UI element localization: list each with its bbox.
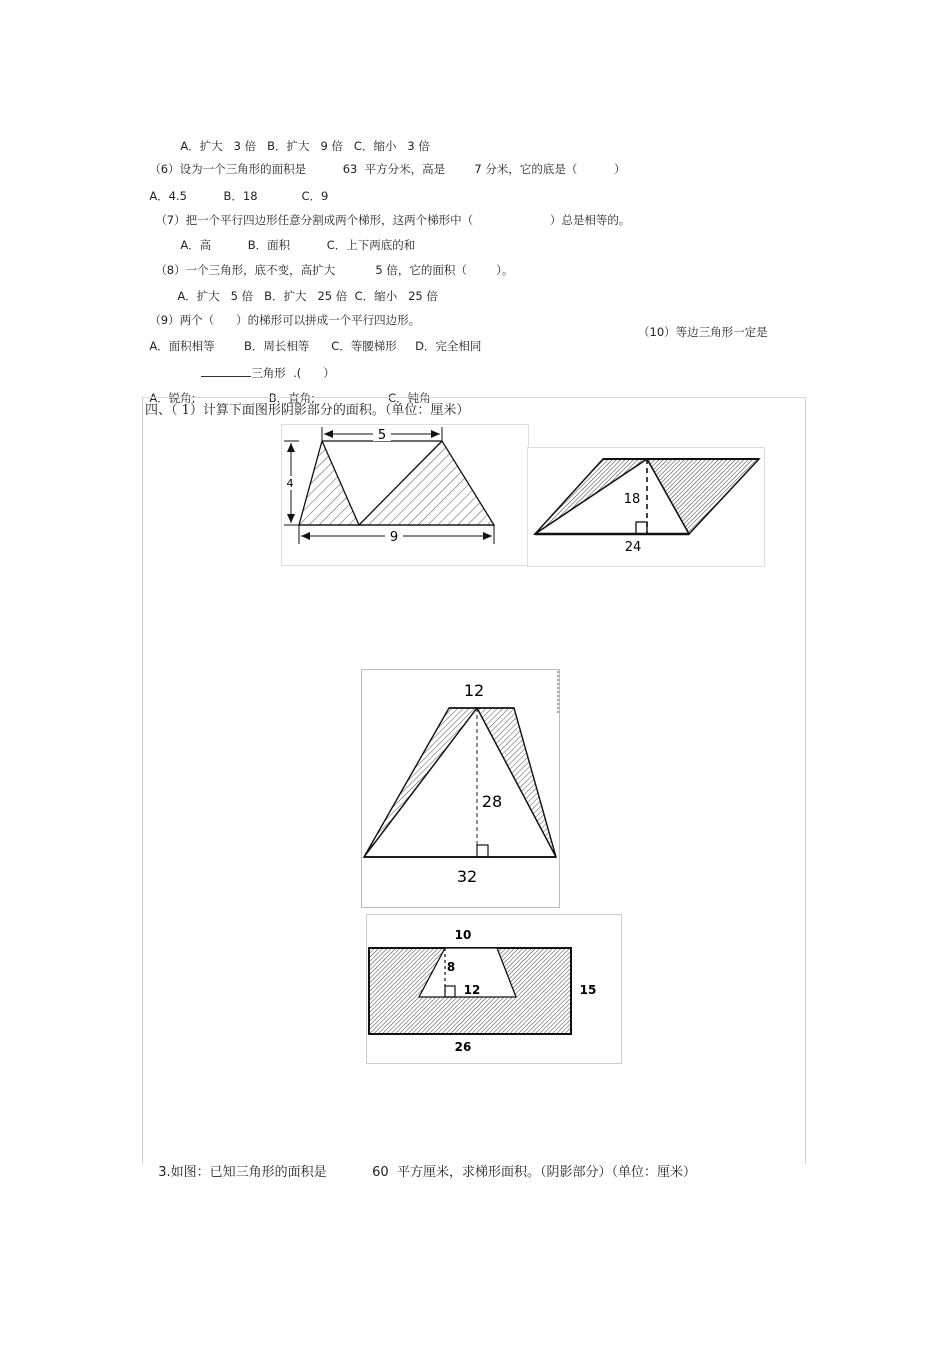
q8-factor: 5 bbox=[375, 263, 383, 277]
q6-option-a: A．4.5 bbox=[149, 189, 187, 203]
figure-1 bbox=[281, 424, 529, 566]
q6-text2: 平方分米，高是 bbox=[364, 162, 446, 176]
q8-option-a: A．扩大 bbox=[177, 289, 220, 303]
q7-option-a: A．高 bbox=[180, 238, 212, 252]
section4-title: 四、（ 1）计算下面图形阴影部分的面积。（单位：厘米） bbox=[145, 403, 470, 418]
q9 bbox=[142, 299, 420, 327]
q7-options bbox=[173, 224, 415, 252]
q10-option-b: B．直角; bbox=[268, 391, 315, 405]
q6-text4: ） bbox=[613, 162, 626, 176]
q9-text2: ）的梯形可以拼成一个平行四边形。 bbox=[236, 313, 421, 327]
q3-text: 3.如图：已知三角形的面积是 bbox=[158, 1165, 327, 1180]
q5-option-c: C．缩小 bbox=[353, 139, 397, 153]
q8-text2: 倍，它的面积（ bbox=[386, 263, 467, 277]
q5-option-c-num: 3 bbox=[407, 139, 415, 153]
q8-option-b-unit: 倍 bbox=[335, 289, 348, 303]
fig4-bottom-label: 26 bbox=[454, 1040, 472, 1054]
q8-option-c-unit: 倍 bbox=[426, 289, 438, 303]
fig3-base-label: 32 bbox=[456, 867, 478, 886]
q3-area: 60 bbox=[372, 1165, 389, 1180]
q10-text: （10）等边三角形一定是 bbox=[638, 325, 768, 339]
q10-option-c: C．钝角 bbox=[388, 391, 431, 405]
q7-text2: ）总是相等的。 bbox=[549, 213, 631, 227]
q10-answer-blank[interactable] bbox=[201, 365, 251, 377]
q7 bbox=[148, 199, 630, 227]
q3-text2: 平方厘米，求梯形面积。（阴影部分）（单位：厘米） bbox=[396, 1165, 696, 1180]
q5-option-b-unit: 倍 bbox=[331, 139, 343, 153]
fig3-height-label: 28 bbox=[481, 792, 503, 811]
q7-option-c: C．上下两底的和 bbox=[326, 238, 416, 252]
fig1-side-label: 4 bbox=[286, 477, 294, 490]
q3 bbox=[150, 1149, 696, 1181]
q10-text3: .( bbox=[293, 366, 302, 380]
q9-option-c: C．等腰梯形 bbox=[331, 339, 397, 353]
q6-option-c: C．9 bbox=[301, 189, 329, 203]
q10-cont bbox=[194, 351, 335, 380]
q6-option-b: B．18 bbox=[223, 189, 258, 203]
q5-option-a-num: 3 bbox=[233, 139, 241, 153]
q8-option-b-num: 25 bbox=[317, 289, 333, 303]
q7-text: （7）把一个平行四边形任意分割成两个梯形，这两个梯形中（ bbox=[155, 213, 474, 227]
q5-option-b-num: 9 bbox=[320, 139, 328, 153]
q9-option-d: D．完全相同 bbox=[415, 339, 482, 353]
q6-text: （6）设为一个三角形的面积是 bbox=[149, 162, 307, 176]
q6-height: 7 bbox=[474, 162, 482, 176]
fig4-top-label: 10 bbox=[454, 928, 472, 942]
q10-text2: 三角形 bbox=[251, 366, 286, 380]
fig1-bottom-label: 9 bbox=[389, 530, 399, 545]
q5-option-b: B．扩大 bbox=[267, 139, 310, 153]
figure-3 bbox=[361, 669, 561, 909]
q9-options bbox=[142, 325, 481, 353]
fig4-inner-bottom-label: 12 bbox=[463, 983, 481, 997]
q8-option-b: B．扩大 bbox=[264, 289, 307, 303]
fig2-base-label: 24 bbox=[624, 540, 642, 555]
q6-text3: 分米，它的底是（ bbox=[485, 162, 578, 176]
q8-option-a-num: 5 bbox=[230, 289, 238, 303]
fig3-top-label: 12 bbox=[463, 681, 485, 700]
q8-text3: ）。 bbox=[496, 263, 514, 277]
q9-text: （9）两个（ bbox=[149, 313, 215, 327]
fig1-top-label: 5 bbox=[377, 428, 387, 443]
q10-option-a: A．锐角; bbox=[149, 391, 196, 405]
q7-option-b: B．面积 bbox=[247, 238, 291, 252]
q9-option-b: B．周长相等 bbox=[243, 339, 310, 353]
figure-2 bbox=[527, 447, 765, 567]
q9-option-a: A．面积相等 bbox=[149, 339, 215, 353]
fig4-inner-height-label: 8 bbox=[446, 960, 456, 974]
q10 bbox=[638, 325, 768, 339]
figure-4 bbox=[366, 914, 622, 1064]
q6 bbox=[142, 148, 625, 176]
q5-option-a-unit: 倍 bbox=[244, 139, 257, 153]
q8-option-c-num: 25 bbox=[408, 289, 423, 303]
q8 bbox=[148, 249, 513, 277]
q8-option-c: C．缩小 bbox=[354, 289, 398, 303]
q8-text: （8）一个三角形，底不变，高扩大 bbox=[155, 263, 336, 277]
q8-option-a-unit: 倍 bbox=[241, 289, 254, 303]
q6-area: 63 bbox=[342, 162, 358, 176]
fig2-height-label: 18 bbox=[623, 492, 641, 507]
q10-text4: ） bbox=[323, 366, 335, 380]
q5-option-c-unit: 倍 bbox=[418, 139, 430, 153]
fig4-side-label: 15 bbox=[579, 983, 597, 997]
q5-option-a: A．扩大 bbox=[180, 139, 223, 153]
